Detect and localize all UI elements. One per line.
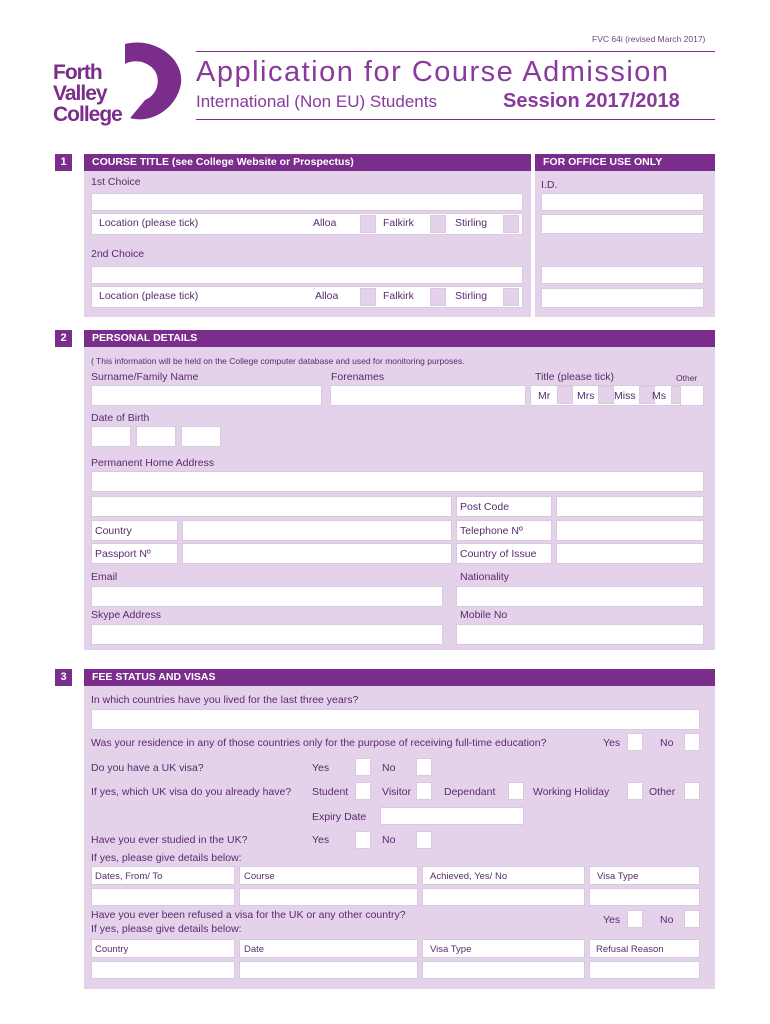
first-alloa-label: Alloa bbox=[313, 217, 337, 229]
refusal-reason-input[interactable] bbox=[589, 961, 700, 979]
email-input[interactable] bbox=[91, 586, 443, 607]
skype-input[interactable] bbox=[91, 624, 443, 645]
title-mr-checkbox[interactable] bbox=[557, 386, 573, 404]
page-subtitle: International (Non EU) Students bbox=[196, 92, 437, 111]
skype-label: Skype Address bbox=[91, 609, 162, 621]
forenames-input[interactable] bbox=[330, 385, 526, 406]
dob-year-input[interactable] bbox=[181, 426, 221, 447]
first-stirling-label: Stirling bbox=[455, 217, 488, 229]
refusal-visa-type-label: Visa Type bbox=[430, 944, 472, 955]
study-achieved-input[interactable] bbox=[422, 888, 585, 906]
nationality-input[interactable] bbox=[456, 586, 704, 607]
address-label: Permanent Home Address bbox=[91, 457, 215, 469]
visa-visitor-label: Visitor bbox=[382, 786, 411, 798]
visa-dependant-checkbox[interactable] bbox=[508, 782, 524, 800]
visa-working-holiday-checkbox[interactable] bbox=[627, 782, 643, 800]
study-dates-label: Dates, From/ To bbox=[95, 871, 163, 882]
page-title: Application for Course Admission bbox=[196, 56, 670, 88]
office-id-field-1[interactable] bbox=[541, 193, 704, 211]
passport-label: Passport Nº bbox=[95, 548, 151, 560]
surname-label: Surname/Family Name bbox=[91, 371, 199, 383]
residence-yes-checkbox[interactable] bbox=[627, 733, 643, 751]
title-mr-label: Mr bbox=[538, 390, 551, 402]
section-2-number: 2 bbox=[55, 330, 72, 347]
studied-details-note: If yes, please give details below: bbox=[91, 852, 242, 864]
refused-yes-label: Yes bbox=[603, 914, 621, 926]
first-stirling-checkbox[interactable] bbox=[503, 215, 519, 233]
study-dates-input[interactable] bbox=[91, 888, 235, 906]
second-falkirk-label: Falkirk bbox=[383, 290, 414, 302]
second-stirling-checkbox[interactable] bbox=[503, 288, 519, 306]
refused-no-checkbox[interactable] bbox=[684, 910, 700, 928]
email-label: Email bbox=[91, 571, 118, 583]
title-mrs-label: Mrs bbox=[577, 390, 595, 402]
residence-question: Was your residence in any of those countries only for the purpose of receiving full-time education? bbox=[91, 737, 547, 749]
visa-other-checkbox[interactable] bbox=[684, 782, 700, 800]
residence-no-checkbox[interactable] bbox=[684, 733, 700, 751]
countries-lived-input[interactable] bbox=[91, 709, 700, 730]
study-course-label: Course bbox=[244, 871, 275, 882]
second-stirling-label: Stirling bbox=[455, 290, 488, 302]
visa-dependant-label: Dependant bbox=[444, 786, 496, 798]
second-alloa-label: Alloa bbox=[315, 290, 339, 302]
second-alloa-checkbox[interactable] bbox=[360, 288, 376, 306]
nationality-label: Nationality bbox=[460, 571, 510, 583]
studied-no-label: No bbox=[382, 834, 396, 846]
dob-month-input[interactable] bbox=[136, 426, 176, 447]
address-line-2-input[interactable] bbox=[91, 496, 452, 517]
residence-no-label: No bbox=[660, 737, 674, 749]
title-other-input[interactable] bbox=[680, 385, 704, 406]
passport-input[interactable] bbox=[182, 543, 452, 564]
title-bottom-rule bbox=[196, 119, 715, 120]
first-alloa-checkbox[interactable] bbox=[360, 215, 376, 233]
title-label: Title (please tick) bbox=[535, 371, 614, 383]
title-mrs-checkbox[interactable] bbox=[598, 386, 614, 404]
refusal-reason-label: Refusal Reason bbox=[596, 944, 664, 955]
second-choice-input[interactable] bbox=[91, 266, 523, 284]
second-choice-label: 2nd Choice bbox=[91, 248, 145, 260]
uk-visa-yes-checkbox[interactable] bbox=[355, 758, 371, 776]
study-achieved-label: Achieved, Yes/ No bbox=[430, 871, 508, 882]
refusal-visa-type-input[interactable] bbox=[422, 961, 585, 979]
logo-text-valley: Valley bbox=[53, 82, 107, 105]
visa-working-holiday-label: Working Holiday bbox=[533, 786, 610, 798]
post-code-input[interactable] bbox=[556, 496, 704, 517]
title-top-rule bbox=[196, 51, 715, 52]
studied-no-checkbox[interactable] bbox=[416, 831, 432, 849]
countries-lived-question: In which countries have you lived for the last three years? bbox=[91, 694, 359, 706]
study-course-input[interactable] bbox=[239, 888, 418, 906]
dob-label: Date of Birth bbox=[91, 412, 150, 424]
second-falkirk-checkbox[interactable] bbox=[430, 288, 446, 306]
office-use-header: FOR OFFICE USE ONLY bbox=[535, 154, 715, 171]
logo-text-forth: Forth bbox=[53, 61, 102, 84]
residence-yes-label: Yes bbox=[603, 737, 621, 749]
telephone-input[interactable] bbox=[556, 520, 704, 541]
title-miss-label: Miss bbox=[614, 390, 636, 402]
refused-yes-checkbox[interactable] bbox=[627, 910, 643, 928]
office-id-field-2[interactable] bbox=[541, 214, 704, 234]
data-notice: ( This information will be held on the College computer database and used for monitoring purposes. bbox=[91, 356, 465, 366]
first-choice-label: 1st Choice bbox=[91, 176, 141, 188]
personal-details-header: PERSONAL DETAILS bbox=[84, 330, 715, 347]
visa-student-label: Student bbox=[312, 786, 349, 798]
course-title-header: COURSE TITLE (see College Website or Prospectus) bbox=[84, 154, 531, 171]
refused-visa-question: Have you ever been refused a visa for the UK or any other country? bbox=[91, 909, 406, 921]
first-choice-location-label: Location (please tick) bbox=[99, 217, 199, 229]
refusal-country-label: Country bbox=[95, 944, 129, 955]
post-code-label: Post Code bbox=[460, 501, 510, 513]
visa-visitor-checkbox[interactable] bbox=[416, 782, 432, 800]
refused-details-note: If yes, please give details below: bbox=[91, 923, 242, 935]
first-falkirk-checkbox[interactable] bbox=[430, 215, 446, 233]
expiry-date-label: Expiry Date bbox=[312, 811, 367, 823]
office-id-field-3[interactable] bbox=[541, 266, 704, 284]
title-ms-label: Ms bbox=[652, 390, 666, 402]
country-issue-input[interactable] bbox=[556, 543, 704, 564]
telephone-label: Telephone Nº bbox=[460, 525, 523, 537]
forenames-label: Forenames bbox=[331, 371, 385, 383]
fee-status-header: FEE STATUS AND VISAS bbox=[84, 669, 715, 686]
first-falkirk-label: Falkirk bbox=[383, 217, 414, 229]
visa-other-label: Other bbox=[649, 786, 676, 798]
uk-visa-question: Do you have a UK visa? bbox=[91, 762, 204, 774]
refusal-date-input[interactable] bbox=[239, 961, 418, 979]
section-3-number: 3 bbox=[55, 669, 72, 686]
address-line-1-input[interactable] bbox=[91, 471, 704, 492]
uk-visa-no-label: No bbox=[382, 762, 396, 774]
session-label: Session 2017/2018 bbox=[503, 90, 680, 112]
first-choice-input[interactable] bbox=[91, 193, 523, 211]
country-label: Country bbox=[95, 525, 132, 537]
second-choice-location-label: Location (please tick) bbox=[99, 290, 199, 302]
studied-uk-question: Have you ever studied in the UK? bbox=[91, 834, 248, 846]
studied-yes-checkbox[interactable] bbox=[355, 831, 371, 849]
study-visa-type-label: Visa Type bbox=[597, 871, 639, 882]
refused-no-label: No bbox=[660, 914, 674, 926]
section-1-number: 1 bbox=[55, 154, 72, 171]
uk-visa-no-checkbox[interactable] bbox=[416, 758, 432, 776]
title-other-label: Other bbox=[676, 373, 698, 383]
uk-visa-yes-label: Yes bbox=[312, 762, 330, 774]
mobile-input[interactable] bbox=[456, 624, 704, 645]
surname-input[interactable] bbox=[91, 385, 322, 406]
mobile-label: Mobile No bbox=[460, 609, 508, 621]
form-reference: FVC 64i (revised March 2017) bbox=[592, 34, 706, 44]
country-input[interactable] bbox=[182, 520, 452, 541]
dob-day-input[interactable] bbox=[91, 426, 131, 447]
expiry-date-input[interactable] bbox=[380, 807, 524, 825]
country-issue-label: Country of Issue bbox=[460, 548, 537, 560]
visa-student-checkbox[interactable] bbox=[355, 782, 371, 800]
refusal-date-label: Date bbox=[244, 944, 265, 955]
college-logo bbox=[50, 38, 185, 128]
studied-yes-label: Yes bbox=[312, 834, 330, 846]
refusal-country-input[interactable] bbox=[91, 961, 235, 979]
which-visa-question: If yes, which UK visa do you already have? bbox=[91, 786, 292, 798]
logo-text-college: College bbox=[53, 103, 122, 126]
office-id-label: I.D. bbox=[541, 179, 558, 191]
office-id-field-4[interactable] bbox=[541, 288, 704, 308]
study-visa-type-input[interactable] bbox=[589, 888, 700, 906]
refusal-date-header bbox=[239, 939, 418, 958]
